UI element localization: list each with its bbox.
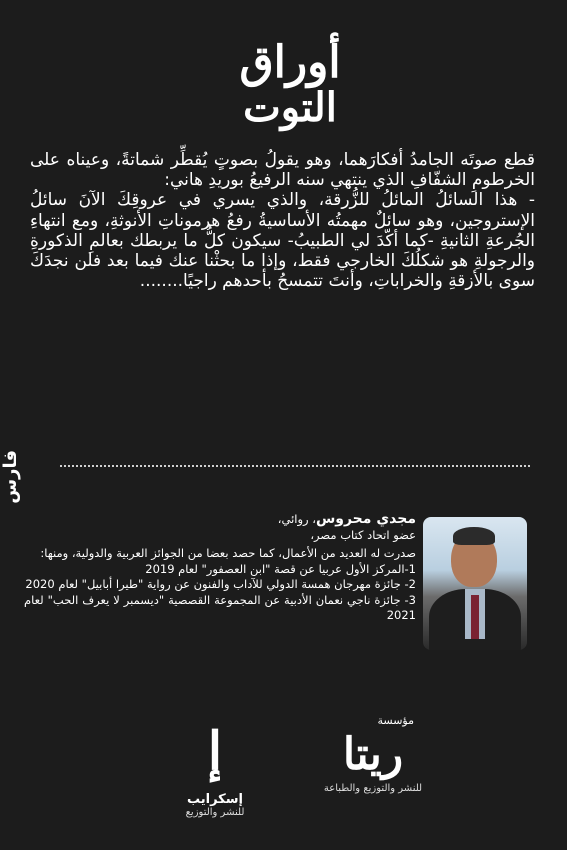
excerpt-paragraph-2: - هذا السائلُ المائلُ للزُّرقة، والذي يسري في عروقِكَ الآنَ سائلُ الإستروجين، وهو سائلٌ مهمتُه الأساسيةُ رفعُ هرموناتِ الأنوثةِ، ومع انتهاءِ الجُرعةِ الثانيةِ -كما أكّدَ لي الطبيبُ- سيكون كلُّ ما يربطك بعالمِ الذكورةِ والرجولةِ هو شكلُكَ الخارجي فقط، وإذا ما بحثْنا عنك فيما بعد فلن نجدَكَ سوى بالأزقةِ والخراباتِ، وأنتَ تتمسحُ بأحدهم راجيًا........	[30, 190, 535, 292]
publisher-rita-mark: ريتا	[342, 729, 404, 780]
author-award-1: 1-المركز الأول عربيا عن قصة "ابن العصفور" لعام 2019	[145, 561, 416, 576]
publisher-scribe-caption: للنشر والتوزيع	[185, 807, 245, 818]
author-name: مجدي محروس	[315, 511, 416, 527]
series-logo-line1: أوراق	[239, 37, 341, 88]
author-award-3: 3- جائزة ناجي نعمان الأدبية عن المجموعة القصصية "ديسمبر لا يعرف الحب" لعام 2021	[24, 592, 416, 622]
cover-design-credit	[0, 450, 62, 504]
publisher-logo-rita	[318, 714, 428, 795]
publisher-rita-caption: للنشر والتوزيع والطباعة	[323, 783, 423, 794]
publisher-rita-label: مؤسسة	[377, 714, 414, 727]
author-intro: ، روائي، عضو اتحاد كتاب مصر،	[277, 512, 416, 542]
author-heading	[270, 512, 416, 543]
author-photo	[423, 517, 527, 650]
publisher-logo-scribe	[160, 712, 270, 819]
cover-designer-name: فارس	[0, 450, 21, 504]
publisher-scribe-mark: إ	[207, 721, 223, 782]
series-logo	[205, 37, 375, 135]
excerpt-paragraph-1: قطع صوتَه الجامدُ أفكارَهما، وهو يقولُ بصوتٍ يُقطِّر شماتةً، وعيناه على الخرطومِ الشفّافِ الذي ينتهي سنه الرفيعُ بوريدِ هاني:	[30, 150, 535, 191]
publisher-scribe-name: إسكرايب	[187, 792, 243, 807]
author-bio	[24, 546, 416, 624]
dotted-divider	[60, 465, 530, 467]
series-logo-line2: التوت	[243, 84, 337, 131]
back-cover-excerpt	[30, 150, 535, 291]
author-award-2: 2- جائزة مهرجان همسة الدولي للآداب والفنون عن رواية "طيرا أبابيل" لعام 2020	[25, 577, 416, 591]
author-bio-text: صدرت له العديد من الأعمال، كما حصد بعضا من الجوائز العربية والدولية، ومنها:	[40, 546, 416, 560]
